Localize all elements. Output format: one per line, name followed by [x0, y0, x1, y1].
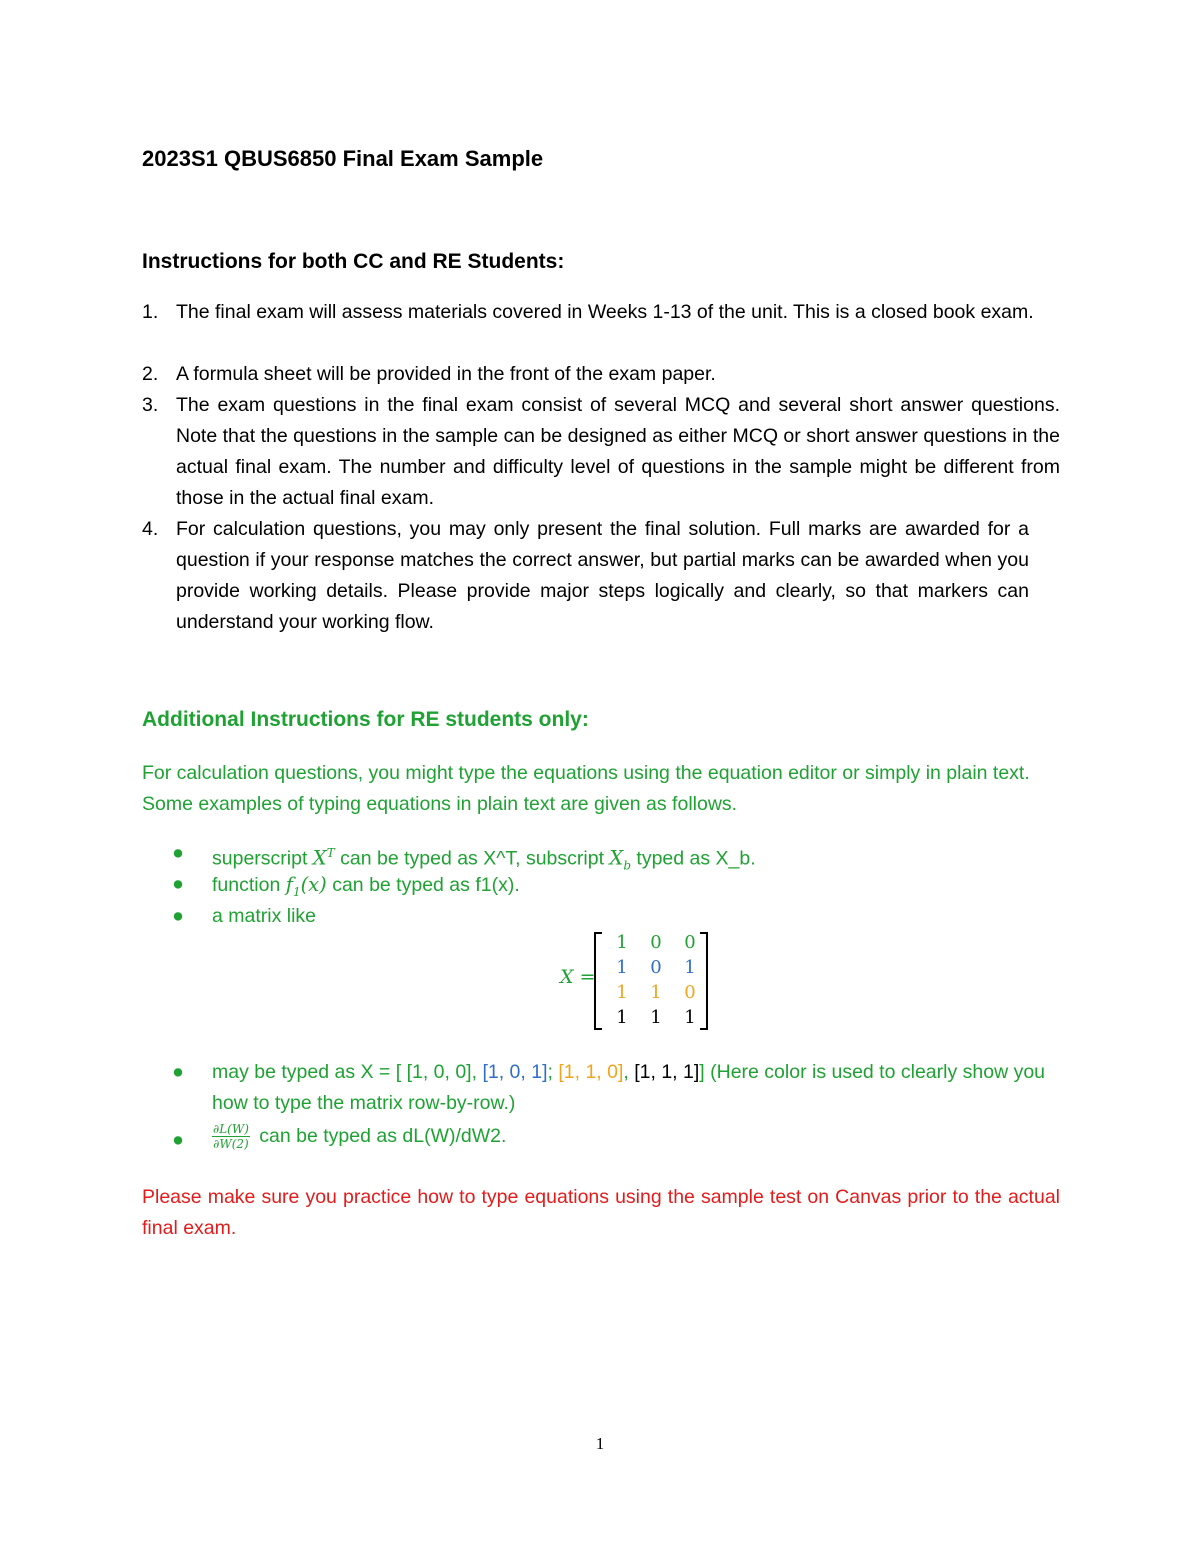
matrix-cell: 0 — [684, 982, 696, 1003]
bullet-dot: ● — [172, 1129, 184, 1151]
page-title: 2023S1 QBUS6850 Final Exam Sample — [142, 146, 544, 171]
matrix-row — [612, 1007, 702, 1031]
instruction-number: 4. — [142, 518, 159, 540]
matrix-cell: 1 — [650, 982, 662, 1003]
math-var: f — [285, 873, 293, 896]
matrix-cell: 1 — [684, 957, 696, 978]
math-sub: b — [623, 858, 631, 873]
separator: , — [623, 1061, 635, 1083]
instruction-item-1 — [142, 297, 1060, 328]
matrix-left-bracket — [594, 932, 602, 1030]
math-var: X — [312, 846, 327, 870]
matrix-row-1-text: [1, 0, 0] — [406, 1061, 472, 1083]
matrix-cell: 1 — [650, 1007, 662, 1028]
bullet-dot: ● — [172, 873, 184, 895]
fraction-numerator: ∂L(W) — [213, 1122, 249, 1137]
bullet-text: function — [212, 874, 286, 896]
instructions-heading: Instructions for both CC and RE Students: — [142, 250, 565, 273]
matrix-close: ] — [699, 1061, 705, 1083]
bullet-dot: ● — [172, 1061, 184, 1083]
derivative-fraction — [212, 1122, 250, 1151]
matrix-row — [612, 957, 702, 981]
matrix-cell: 1 — [616, 982, 628, 1003]
matrix-cell: 1 — [616, 1007, 628, 1028]
instruction-text: For calculation questions, you may only present the final solution. Full marks are awarded for a question if your response matches the correct answer, but partial marks can be awarded when you provide working details. Please provide major steps logically and clearly, so that markers can understand your working flow. — [176, 518, 1029, 633]
matrix-cell: 1 — [616, 932, 628, 953]
re-heading: Additional Instructions for RE students only: — [142, 708, 589, 731]
re-intro: For calculation questions, you might type the equations using the equation editor or simply in plain text. Some examples of typing equations in plain text are given as follows. — [142, 762, 1030, 815]
matrix-cell: 0 — [684, 932, 696, 953]
math-arg: (x) — [300, 873, 327, 896]
bullet-text: a matrix like — [212, 905, 317, 927]
math-sup: T — [326, 846, 335, 860]
bullet-text: can be typed as f1(x). — [326, 874, 520, 896]
matrix-right-bracket — [700, 932, 708, 1030]
matrix-cell: 1 — [684, 1007, 696, 1028]
matrix-cell: 0 — [650, 932, 662, 953]
matrix-cell: 0 — [650, 957, 662, 978]
matrix-row — [612, 982, 702, 1006]
instruction-number: 3. — [142, 394, 159, 416]
math-var: X — [609, 846, 624, 870]
instruction-item-3 — [142, 390, 1060, 514]
matrix-row-4-text: [1, 1, 1] — [634, 1061, 700, 1083]
bullet-text: superscript — [212, 847, 313, 870]
fraction-denominator: ∂W(2) — [213, 1137, 249, 1152]
matrix-label: X = — [560, 966, 596, 988]
bullet-matrix-typing — [172, 1057, 1052, 1119]
math-sub: 1 — [292, 884, 301, 899]
instruction-number: 2. — [142, 363, 159, 385]
bullet-derivative — [172, 1121, 1052, 1152]
instruction-number: 1. — [142, 301, 159, 323]
matrix-cell: 1 — [616, 957, 628, 978]
matrix-row-2-text: [1, 0, 1] — [482, 1061, 548, 1083]
instruction-item-4 — [142, 514, 1060, 638]
page-number: 1 — [595, 1434, 605, 1453]
bullet-dot: ● — [172, 842, 184, 864]
bullet-text: (Here color is used to clearly show you how to type the matrix row-by-row.) — [212, 1061, 1046, 1114]
matrix-row-3-text: [1, 1, 0] — [558, 1061, 624, 1083]
instruction-text: A formula sheet will be provided in the front of the exam paper. — [176, 363, 716, 385]
practice-note: Please make sure you practice how to type equations using the sample test on Canvas prior to the actual final exam. — [142, 1186, 1060, 1239]
separator: ; — [547, 1061, 559, 1083]
matrix-equation — [560, 928, 720, 1032]
instruction-item-2 — [142, 359, 1060, 390]
bullet-text: can be typed as dL(W)/dW2. — [253, 1125, 507, 1147]
matrix-row — [612, 932, 702, 956]
instruction-text: The final exam will assess materials covered in Weeks 1-13 of the unit. This is a closed book exam. — [176, 301, 1034, 323]
bullet-text: may be typed as X = [ — [212, 1061, 407, 1083]
instruction-text: The exam questions in the final exam consist of several MCQ and several short answer questions. Note that the questions in the sample can be designed as either MCQ or short answer questions in the actual final exam. The number and difficulty level of questions in the sample might be different from those in the actual final exam. — [176, 394, 1060, 509]
bullet-text: can be typed as X^T, subscript — [334, 847, 610, 870]
bullet-dot: ● — [172, 905, 184, 927]
bullet-text: typed as X_b. — [631, 847, 756, 870]
separator: , — [471, 1061, 483, 1083]
